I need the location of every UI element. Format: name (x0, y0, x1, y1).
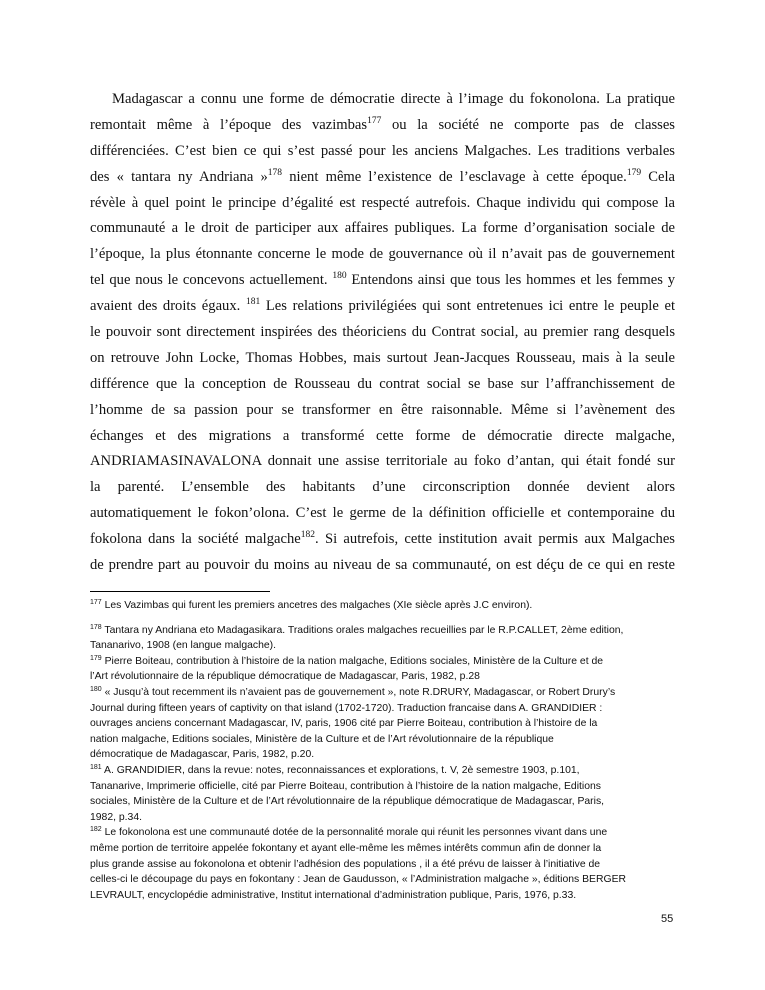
body-line: communauté a le droit de participer aux affaires publiques. La forme d’organisation sociale de (90, 220, 675, 237)
body-line: tel que nous le concevons actuellement. $^{180}$ Entendons ainsi que tous les hommes et les femmes y (90, 271, 675, 289)
footnote-ref[interactable]: 182 (300, 530, 316, 541)
footnote-number: 179 (90, 654, 102, 662)
footnote-number: 177 (90, 599, 102, 606)
footnote-180: $^{180}$ « Jusqu’à tout recemment ils n’avaient pas de gouvernement », note R.DRURY, Madagascar, or Robert Drury’s Journal during fifteen years of captivity on that island (1702-1720). Traduction francaise dans A. GRANDIDIER : ouvrages anciens concernant Madagascar, IV, paris, 1906 cité par Pierre Boiteau, contribution à l’histoire de la nation malgache, Editions sociales, Ministère de la Culture et de l’Art révolutionnaire de la république démocratique de Madagascar, Paris, 1982, p.20. (90, 685, 616, 761)
footnote-177: $^{177}$ Les Vazimbas qui furent les premiers ancetres des malgaches (XIe siècle après J.C environ). (90, 599, 533, 611)
footnote-ref[interactable]: 181 (245, 297, 261, 308)
footnote-178: $^{178}$ Tantara ny Andriana eto Madagasikara. Traditions orales malgaches recueillies par le R.P.CALLET, 2ème edition, Tananarivo, 1908 (en langue malgache). (90, 623, 624, 652)
footnote-179: $^{179}$ Pierre Boiteau, contribution à l’histoire de la nation malgache, Editions sociales, Ministère de la Culture et de l’Art révolutionnaire de la république démocratique de Madagascar, Paris, 1982, p.28 (90, 654, 604, 683)
body-line: échanges et des migrations a transformé cette forme de démocratie directe malgache, (90, 427, 675, 444)
body-line: Madagascar a connu une forme de démocratie directe à l’image du fokonolona. La pratique (112, 91, 675, 107)
footnote-number: 180 (90, 685, 102, 693)
footnote-181: $^{181}$ A. GRANDIDIER, dans la revue: notes, reconnaissances et explorations, t. V, 2è semestre 1903, p.101, Tananarive, Imprimerie officielle, cité par Pierre Boiteau, contribution à l’histoire de la nation malgache, Editions sociales, Ministère de la Culture et de l’Art révolutionnaire de la république démocratique de Madagascar, Paris, 1982, p.34. (90, 763, 605, 823)
body-line: l’époque, la plus étonnante concerne le mode de gouvernance où il n’avait pas de gouvernement (90, 246, 675, 263)
page-number: 55 (661, 913, 674, 925)
footnote-ref[interactable]: 180 (332, 271, 347, 282)
footnote-ref[interactable]: 179 (626, 167, 642, 178)
body-line: on retrouve John Locke, Thomas Hobbes, mais surtout Jean-Jacques Rousseau, mais à la seule (90, 349, 675, 366)
body-line: avaient des droits égaux. $^{181}$ Les relations privilégiées qui sont entretenues ici entre le peuple et (90, 297, 675, 315)
footnote-separator (90, 591, 270, 592)
footnote-number: 178 (90, 623, 102, 631)
footnote-182: $^{182}$ Le fokonolona est une communauté dotée de la personnalité morale qui réunit les personnes vivant dans une même portion de territoire appelée fokontany et ayant elle-même les mêmes intérêts commun afin de donner la plus grande assise au fokonolona et obtenir l’adhésion des populations , il a été prévu de laisser à l’initiative de celles-ci le découpage du pays en fokontany : Jean de Gaudusson, « l’Administration malgache », éditions BERGER LEVRAULT, encyclopédie administrative, Institut international d’administration publique, Paris, 1976, p.33. (90, 826, 627, 901)
body-line: remontait même à l’époque des vazimbas$^{177}$ ou la société ne comporte pas de classes (90, 115, 675, 133)
body-line: le pouvoir sont directement inspirées des théoriciens du Contrat social, au premier rang desquels (90, 324, 675, 341)
body-line: de prendre part au pouvoir du moins au niveau de sa communauté, on est déçu de ce qui en reste (90, 557, 675, 574)
footnote-ref[interactable]: 178 (267, 167, 283, 178)
footnote-number: 182 (90, 826, 102, 834)
body-paragraph (90, 87, 675, 579)
body-line: automatiquement le fokon’olona. C’est le germe de la définition officielle et contemporaine du (90, 505, 675, 522)
footnotes (90, 598, 680, 903)
body-line: révèle à quel point le principe d’égalité est respecté autrefois. Chaque individu qui compose la (90, 194, 675, 211)
body-line: des « tantara ny Andriana »$^{178}$ nient même l’existence de l’esclavage à cette époque.$^{179}$ Cela (90, 167, 675, 185)
body-line: l’homme de sa passion pour se transformer en être raisonnable. Même si l’avènement des (90, 401, 675, 418)
footnote-number: 181 (90, 763, 102, 771)
body-line: différence que la conception de Rousseau du contrat social se base sur l’affranchissement de (90, 375, 675, 392)
body-line: différenciées. C’est bien ce qui s’est passé pour les anciens Malgaches. Les traditions verbales (90, 142, 675, 159)
footnote-ref[interactable]: 177 (367, 115, 382, 126)
body-line: la parenté. L’ensemble des habitants d’une circonscription donnée devient alors (90, 479, 675, 496)
body-line: fokolona dans la société malgache$^{182}$. Si autrefois, cette institution avait permis aux Malgaches (90, 530, 675, 548)
body-line: ANDRIAMASINAVALONA donnait une assise territoriale au foko d’antan, qui était fondé sur (90, 453, 675, 470)
